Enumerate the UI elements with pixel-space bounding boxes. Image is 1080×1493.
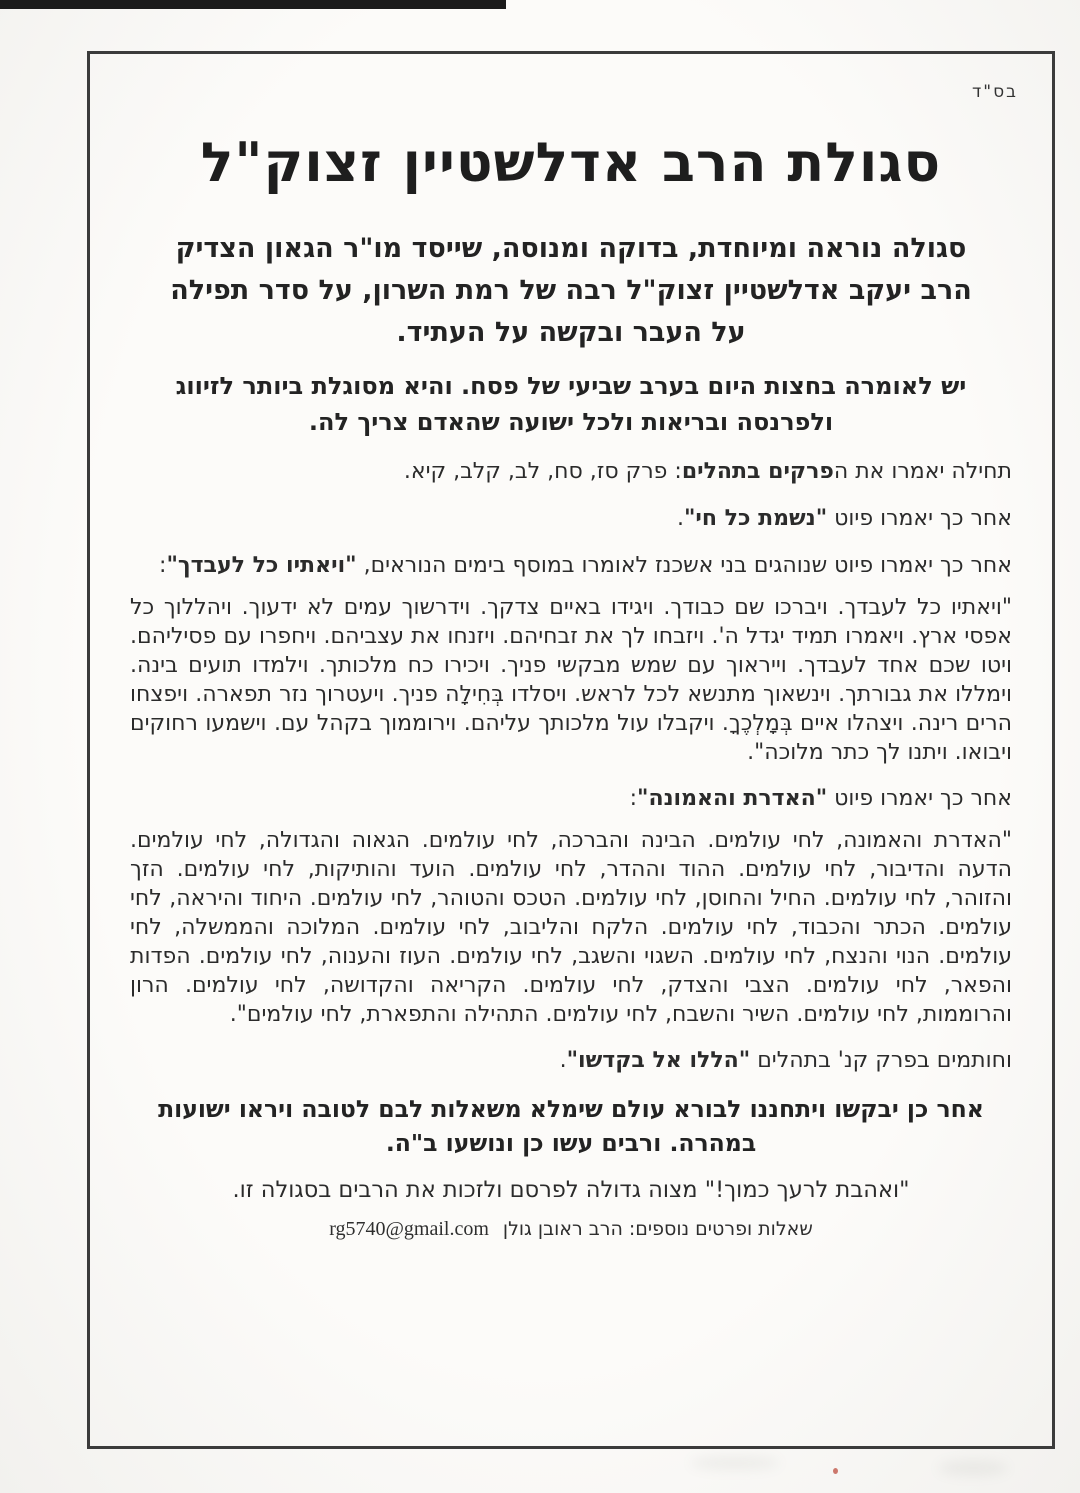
instruction-veyeetayu [130,551,1012,581]
contact-line [130,1218,1012,1241]
instruction-psalms-bold: פרקים בתהלים [681,459,834,485]
scan-red-speck [833,1468,838,1474]
closing-request: אחר כן יבקשו ויתחננו לבורא עולם שימלא משאלות לבם לטובה ויראו ישועות במהרה. ורבים עשו כן ונושעו ב"ה. [158,1095,984,1158]
instruction-haaderet-post: : [629,786,637,812]
instruction-closing-psalm-post: . [559,1048,567,1074]
bsd-label: בס"ד [972,82,1018,102]
scan-smudge [690,1456,780,1470]
instruction-nishmat-post: . [676,506,684,532]
instruction-veyeetayu-bold: "ויאתיו כל לעבדך" [166,553,357,579]
instruction-haaderet-bold: "האדרת והאמונה" [637,786,828,812]
piyyut-veyeetayu-text: "ויאתיו כל לעבדך. ויברכו שם כבודך. ויגידו באיים צדקך. וידרשוך עמים לא ידעוך. ויהללוך כל אפסי ארץ. ויאמרו תמיד יגדל ה'. ויזבחו לך את זבחיהם. ויזנחו את עצביהם. ויחפרו עם פסיליהם. ויטו שכם אחד לעבדך. וייראוך עם שמש מבקשי פניך. ויכירו כח מלכותך. וילמדו תועים בינה. וימללו את גבורתך. וינשאוך מתנשא לכל לראש. ויסלדו בְּחִילָה פניך. ויעטרוך נזר תפארה. ויפצחו הרים רינה. ויצהלו איים בְּמָלְכֶךָ. ויקבלו עול מלכותך עליהם. וירוממוך בקהל עם. וישמעו רחוקים ויבואו. ויתנו לך כתר מלוכה". [130,595,1012,766]
instruction-nishmat-pre: אחר כך יאמרו פיוט [827,506,1012,532]
scan-smudge [938,1460,1008,1476]
instruction-psalms [130,457,1012,487]
instruction-haaderet-pre: אחר כך יאמרו פיוט [827,786,1012,812]
instruction-closing-psalm [130,1046,1012,1076]
subtitle: סגולה נוראה ומיוחדת, בדוקה ומנוסה, שייסד מו"ר הגאון הצדיק הרב יעקב אדלשטיין זצוק"ל רבה של רמת השרון, על סדר תפילה על העבר ובקשה על העתיד. [170,233,972,349]
timing-note: יש לאומרה בחצות היום בערב שביעי של פסח. והיא מסוגלת ביותר לזיווג ולפרנסה ובריאות ולכל ישועה שהאדם צריך לה. [175,372,967,437]
instruction-closing-psalm-bold: "הללו אל בקדשו" [566,1048,751,1074]
page-title: סגולת הרב אדלשטיין זצוק"ל [200,131,942,194]
contact-email: rg5740@gmail.com [329,1218,489,1241]
mitzvah-note: "ואהבת לרעך כמוך!" מצוה גדולה לפרסם ולזכות את הרבים בסגולה זו. [232,1177,910,1204]
instruction-psalms-pre: תחילה יאמרו את ה [833,459,1012,485]
instruction-veyeetayu-post: : [159,553,167,579]
piyyut-haaderet-text: "האדרת והאמונה, לחי עולמים. הבינה והברכה, לחי עולמים. הגאוה והגדולה, לחי עולמים. הדעה והדיבור, לחי עולמים. ההוד וההדר, לחי עולמים. הועד והותיקות, לחי עולמים. הזך והזוהר, לחי עולמים. החיל והחוסן, לחי עולמים. הטכס והטוהר, לחי עולמים. היחוד והיראה, לחי עולמים. הכתר והכבוד, לחי עולמים. הלקח והליבוב, לחי עולמים. המלוכה והממשלה, לחי עולמים. הנוי והנצח, לחי עולמים. השגוי והשגב, לחי עולמים. העוז והענוה, לחי עולמים. הפדות והפאר, לחי עולמים. הצבי והצדק, לחי עולמים. הקריאה והקדושה, לחי עולמים. הרון והרוממות, לחי עולמים. השיר והשבח, לחי עולמים. התהילה והתפארת, לחי עולמים". [130,828,1012,1028]
instruction-psalms-post: : פרק סז, סח, לב, קלב, קיא. [403,459,682,485]
scan-edge-artifact [0,0,506,9]
instruction-nishmat-bold: "נשמת כל חי" [683,506,828,532]
instruction-closing-psalm-pre: וחותמים בפרק קנ' בתהלים [750,1048,1012,1074]
instruction-nishmat [130,504,1012,534]
instruction-haaderet [130,784,1012,814]
document-content [90,54,1052,1446]
page-border-frame [87,51,1055,1449]
contact-label: שאלות ופרטים נוספים: הרב ראובן גולן [502,1218,813,1241]
instruction-veyeetayu-pre: אחר כך יאמרו פיוט שנוהגים בני אשכנז לאומרו במוסף בימים הנוראים, [356,553,1012,579]
